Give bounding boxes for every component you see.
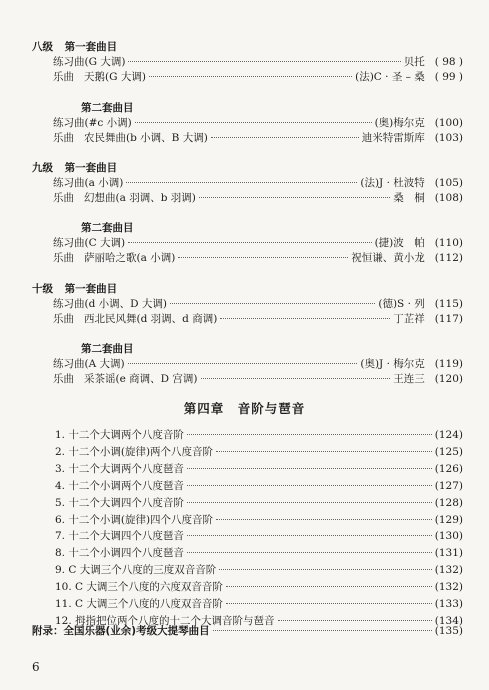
appendix-item[interactable] bbox=[32, 624, 463, 638]
piece-author: 丁芷祥 bbox=[393, 313, 425, 325]
list-item[interactable] bbox=[55, 428, 463, 442]
item-text: 7. 十二个大调四个八度琶音 bbox=[55, 530, 184, 543]
item-text: 10. C 大调三个八度的六度双音音阶 bbox=[55, 581, 223, 594]
leader-dots bbox=[187, 502, 432, 503]
piece-title: 天鹅(G 大调) bbox=[84, 71, 146, 83]
list-item[interactable] bbox=[55, 496, 463, 510]
leader-dots bbox=[216, 451, 432, 452]
piece-kind: 乐曲 bbox=[53, 192, 74, 204]
set-title: 第一套曲目 bbox=[64, 162, 118, 174]
piece-author: 迪米特雷斯库 bbox=[361, 132, 425, 144]
grade10-heading bbox=[32, 282, 117, 296]
page-ref: (132) bbox=[434, 564, 463, 577]
grade-level: 八级 bbox=[32, 41, 53, 53]
piece-kind: 乐曲 bbox=[53, 373, 74, 385]
page-ref: (112) bbox=[434, 252, 463, 264]
piece-title: 西北民风舞(d 羽调、d 商调) bbox=[84, 313, 218, 325]
piece-kind: 练习曲(C 大调) bbox=[53, 237, 126, 249]
list-item[interactable] bbox=[55, 479, 463, 493]
item-text: 5. 十二个大调四个八度音阶 bbox=[55, 496, 184, 509]
list-item[interactable] bbox=[53, 70, 463, 84]
piece-kind: 练习曲(a 小调) bbox=[53, 177, 124, 189]
list-item[interactable] bbox=[55, 513, 463, 527]
list-item[interactable] bbox=[53, 312, 463, 326]
item-text: 6. 十二个小调(旋律)四个八度音阶 bbox=[55, 513, 214, 526]
list-item[interactable] bbox=[55, 597, 463, 611]
list-item[interactable] bbox=[53, 131, 463, 145]
leader-dots bbox=[149, 76, 352, 77]
piece-author: 贝托 bbox=[403, 56, 425, 68]
page-ref: (133) bbox=[434, 598, 463, 610]
page-ref: (135) bbox=[434, 625, 463, 637]
list-item[interactable] bbox=[55, 580, 463, 594]
page-ref: (128) bbox=[434, 496, 463, 509]
list-item[interactable] bbox=[55, 445, 463, 459]
list-item[interactable] bbox=[53, 236, 463, 250]
page-ref: (124) bbox=[434, 429, 463, 441]
set-title: 第一套曲目 bbox=[64, 41, 118, 53]
list-item[interactable] bbox=[55, 462, 463, 476]
piece-kind: 乐曲 bbox=[53, 313, 74, 325]
piece-author: 王连三 bbox=[393, 373, 425, 385]
set-title: 第一套曲目 bbox=[64, 283, 118, 295]
set-title: 第二套曲目 bbox=[81, 102, 134, 114]
item-text: 12. 拇指把位两个八度的十二个大调音阶与琶音 bbox=[55, 614, 275, 627]
item-text: 11. C 大调三个八度的八度双音音阶 bbox=[55, 598, 223, 610]
page-ref: (132) bbox=[434, 581, 463, 594]
leader-dots bbox=[278, 620, 432, 621]
item-text: 9. C 大调三个八度的三度双音音阶 bbox=[55, 564, 217, 577]
page-ref: (108) bbox=[434, 192, 463, 204]
leader-dots bbox=[220, 318, 390, 319]
list-item[interactable] bbox=[55, 563, 463, 577]
grade8-heading bbox=[32, 40, 117, 54]
piece-author: (奥)梅尔克 bbox=[374, 117, 425, 129]
page-ref: (129) bbox=[434, 513, 463, 526]
page-ref: (100) bbox=[434, 117, 463, 129]
list-item[interactable] bbox=[53, 116, 463, 130]
grade9-heading bbox=[32, 161, 117, 175]
page-ref: (127) bbox=[434, 479, 463, 492]
leader-dots bbox=[216, 519, 432, 520]
piece-kind: 乐曲 bbox=[53, 132, 74, 144]
page-ref: (120) bbox=[434, 373, 463, 385]
page-ref: (130) bbox=[434, 530, 463, 543]
list-item[interactable] bbox=[53, 372, 463, 386]
item-text: 2. 十二个小调(旋律)两个八度音阶 bbox=[55, 445, 214, 458]
leader-dots bbox=[128, 61, 400, 62]
piece-kind: 练习曲(G 大调) bbox=[53, 56, 126, 68]
item-text: 1. 十二个大调两个八度音阶 bbox=[55, 429, 184, 441]
leader-dots bbox=[128, 242, 371, 243]
list-item[interactable] bbox=[53, 176, 463, 190]
leader-dots bbox=[178, 257, 348, 258]
leader-dots bbox=[128, 363, 358, 364]
grade-level: 九级 bbox=[32, 162, 53, 174]
leader-dots bbox=[211, 137, 359, 138]
leader-dots bbox=[219, 569, 432, 570]
set-title: 第二套曲目 bbox=[81, 343, 134, 355]
list-item[interactable] bbox=[53, 251, 463, 265]
piece-title: 采茶谣(e 商调、D 宫调) bbox=[84, 373, 198, 385]
leader-dots bbox=[187, 552, 432, 553]
leader-dots bbox=[170, 303, 375, 304]
leader-dots bbox=[213, 630, 432, 631]
leader-dots bbox=[226, 586, 432, 587]
item-text: 8. 十二个小调四个八度琶音 bbox=[55, 547, 184, 560]
leader-dots bbox=[199, 197, 390, 198]
list-item[interactable] bbox=[55, 546, 463, 560]
leader-dots bbox=[187, 535, 432, 536]
chapter-title: 第四章 音阶与琶音 bbox=[183, 401, 306, 416]
list-item[interactable] bbox=[53, 357, 463, 371]
leader-dots bbox=[187, 434, 432, 435]
page-ref: ( 98 ) bbox=[434, 56, 463, 68]
piece-author: (法)C · 圣 – 桑 bbox=[355, 71, 425, 83]
page-ref: (117) bbox=[434, 313, 463, 325]
page-number: 6 bbox=[32, 660, 40, 674]
set-title: 第二套曲目 bbox=[81, 222, 134, 234]
piece-kind: 练习曲(A 大调) bbox=[53, 358, 125, 370]
list-item[interactable] bbox=[53, 55, 463, 69]
page-ref: (115) bbox=[434, 298, 463, 310]
piece-author: 桑 桐 bbox=[393, 192, 425, 204]
list-item[interactable] bbox=[53, 191, 463, 205]
piece-kind: 乐曲 bbox=[53, 71, 74, 83]
piece-author: (法)J · 杜波特 bbox=[360, 177, 425, 189]
leader-dots bbox=[135, 122, 372, 123]
page-ref: (110) bbox=[434, 237, 463, 249]
piece-kind: 练习曲(#c 小调) bbox=[53, 117, 132, 129]
page-ref: ( 99 ) bbox=[434, 71, 463, 83]
list-item[interactable] bbox=[53, 297, 463, 311]
piece-kind: 练习曲(d 小调、D 大调) bbox=[53, 298, 168, 310]
piece-title: 幻想曲(a 羽调、b 羽调) bbox=[84, 192, 196, 204]
grade-level: 十级 bbox=[32, 283, 53, 295]
piece-author: (捷)波 帕 bbox=[374, 237, 425, 249]
leader-dots bbox=[201, 378, 391, 379]
appendix-title: 附录：全国乐器(业余)考级大提琴曲目 bbox=[32, 625, 210, 637]
piece-title: 萨丽哈之歌(a 小调) bbox=[84, 252, 176, 264]
list-item[interactable] bbox=[55, 529, 463, 543]
piece-author: 祝恒谦、黄小龙 bbox=[351, 252, 425, 264]
page-ref: (134) bbox=[434, 614, 463, 627]
piece-title: 农民舞曲(b 小调、B 大调) bbox=[84, 132, 208, 144]
page-ref: (131) bbox=[434, 547, 463, 560]
item-text: 4. 十二个小调两个八度琶音 bbox=[55, 479, 184, 492]
item-text: 3. 十二个大调两个八度琶音 bbox=[55, 462, 184, 475]
leader-dots bbox=[187, 485, 432, 486]
page-ref: (125) bbox=[434, 445, 463, 458]
page-ref: (103) bbox=[434, 132, 463, 144]
piece-author: (奥)J · 梅尔克 bbox=[360, 358, 425, 370]
page-ref: (105) bbox=[434, 177, 463, 189]
leader-dots bbox=[187, 468, 432, 469]
page-ref: (119) bbox=[434, 358, 463, 370]
leader-dots bbox=[126, 182, 357, 183]
piece-author: (德)S · 列 bbox=[378, 298, 425, 310]
page-ref: (126) bbox=[434, 462, 463, 475]
piece-kind: 乐曲 bbox=[53, 252, 74, 264]
leader-dots bbox=[226, 603, 432, 604]
